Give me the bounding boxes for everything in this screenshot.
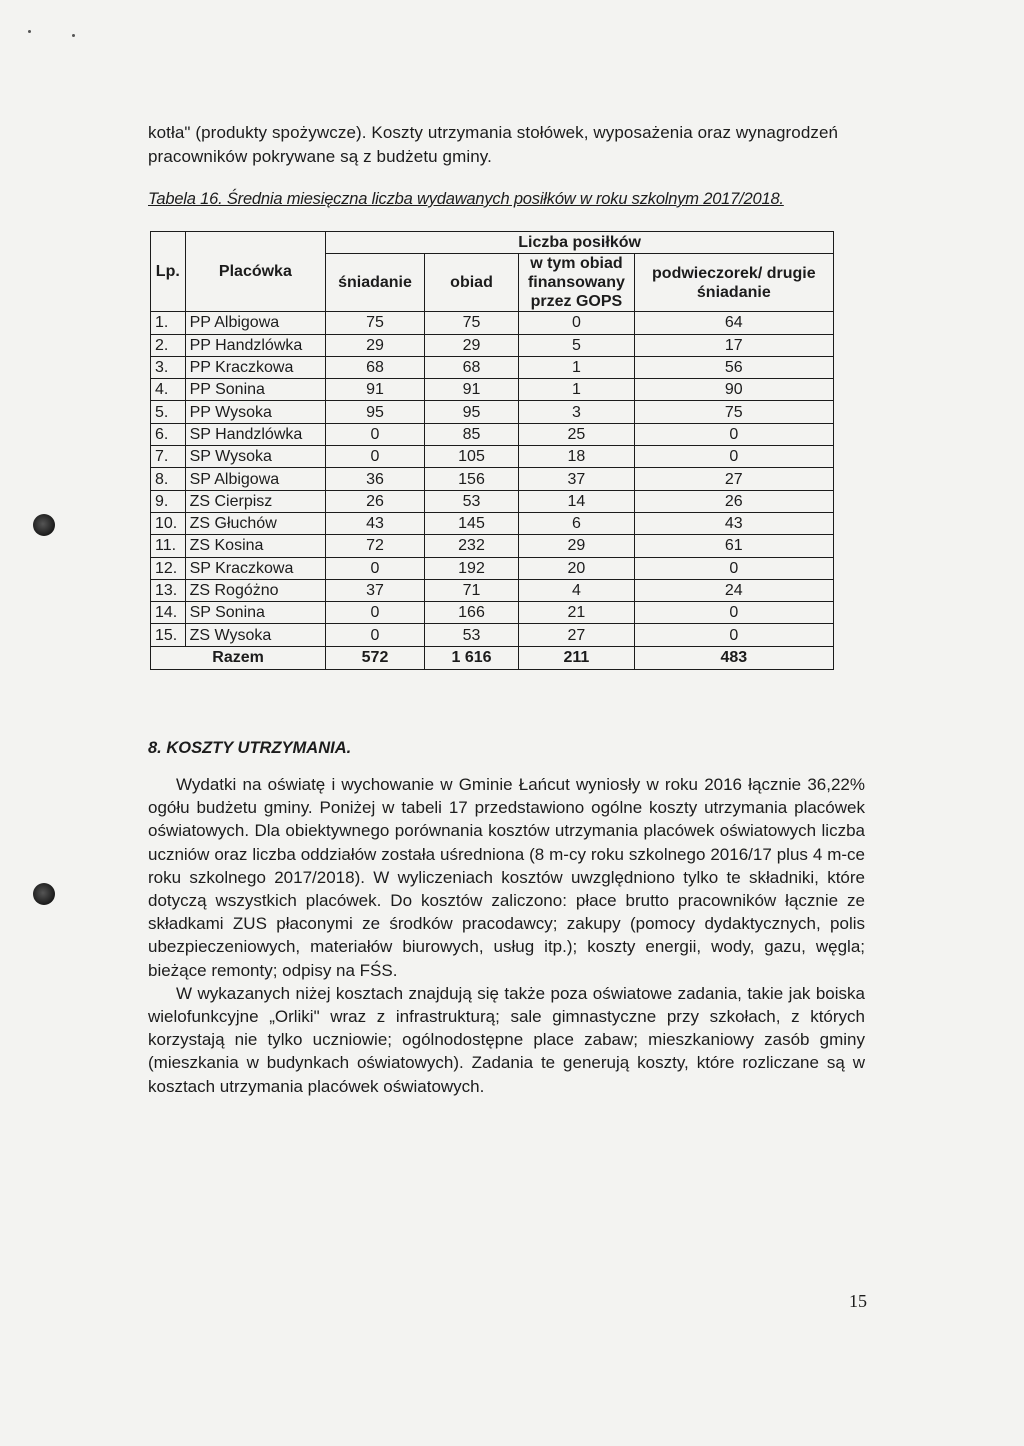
paragraph: W wykazanych niżej kosztach znajdują się także poza oświatowe zadania, takie jak boiska wielofunkcyjne „Orliki" wraz z infrastrukturą; sale gimnastyczne przy szkołach, z których korzystają nie tylko uczniowie; ogólnodostępne place zabaw; mieszkaniowy zasób gminy (mieszkania w budynkach oświatowych). Zadania te generują koszty, które rozliczane są w kosztach utrzymania placówek oświatowych. <box>148 983 865 1096</box>
row-obiad-gops: 0 <box>519 312 634 334</box>
row-obiad-gops: 6 <box>519 512 634 534</box>
row-obiad: 85 <box>424 423 518 445</box>
row-podwieczorek: 75 <box>634 401 833 423</box>
table-row <box>151 490 834 512</box>
total-obiad: 1 616 <box>424 646 518 669</box>
row-obiad: 145 <box>424 512 518 534</box>
row-placowka: ZS Głuchów <box>185 512 326 534</box>
row-lp: 9. <box>151 490 186 512</box>
row-lp: 8. <box>151 468 186 490</box>
row-obiad: 166 <box>424 602 518 624</box>
row-sniadanie: 26 <box>326 490 425 512</box>
row-sniadanie: 29 <box>326 334 425 356</box>
row-obiad: 53 <box>424 624 518 646</box>
row-lp: 15. <box>151 624 186 646</box>
row-placowka: ZS Wysoka <box>185 624 326 646</box>
row-obiad-gops: 1 <box>519 379 634 401</box>
row-sniadanie: 68 <box>326 356 425 378</box>
row-podwieczorek: 0 <box>634 557 833 579</box>
header-obiad-gops: w tym obiad finansowany przez GOPS <box>519 254 634 312</box>
row-placowka: ZS Cierpisz <box>185 490 326 512</box>
row-obiad-gops: 29 <box>519 535 634 557</box>
row-placowka: SP Wysoka <box>185 446 326 468</box>
row-obiad: 75 <box>424 312 518 334</box>
total-podwieczorek: 483 <box>634 646 833 669</box>
table-row <box>151 535 834 557</box>
row-sniadanie: 0 <box>326 446 425 468</box>
header-podwieczorek: podwieczorek/ drugie śniadanie <box>634 254 833 312</box>
row-podwieczorek: 17 <box>634 334 833 356</box>
row-podwieczorek: 43 <box>634 512 833 534</box>
row-obiad-gops: 20 <box>519 557 634 579</box>
table-row <box>151 557 834 579</box>
row-sniadanie: 95 <box>326 401 425 423</box>
row-obiad-gops: 3 <box>519 401 634 423</box>
table-row <box>151 356 834 378</box>
intro-paragraph: kotła" (produkty spożywcze). Koszty utrzymania stołówek, wyposażenia oraz wynagrodzeń pracowników pokrywane są z budżetu gminy. <box>148 123 839 166</box>
row-placowka: PP Handzlówka <box>185 334 326 356</box>
row-sniadanie: 0 <box>326 624 425 646</box>
row-obiad-gops: 1 <box>519 356 634 378</box>
row-obiad-gops: 25 <box>519 423 634 445</box>
row-podwieczorek: 27 <box>634 468 833 490</box>
total-label: Razem <box>151 646 326 669</box>
row-placowka: PP Wysoka <box>185 401 326 423</box>
row-podwieczorek: 56 <box>634 356 833 378</box>
paragraph: Wydatki na oświatę i wychowanie w Gminie Łańcut wyniosły w roku 2016 łącznie 36,22% ogółu budżetu gminy. Poniżej w tabeli 17 przedstawiono ogólne koszty utrzymania placówek oświatowych. Dla obiektywnego porównania kosztów utrzymania placówek oświatowych liczba uczniów oraz liczba oddziałów została uśredniona (8 m-cy roku szkolnego 2016/17 plus 4 m-ce roku szkolnego 2017/2018). W wyliczeniach kosztów uwzględniono tylko te składniki, które dotyczą wszystkich placówek. Do kosztów zaliczono: płace brutto pracowników łącznie ze składkami ZUS płaconymi ze środków pracodawcy; zakupy (pomocy dydaktycznych, polis ubezpieczeniowych, materiałów biurowych, usług itp.); koszty energii, wody, gazu, węgla; bieżące remonty; odpisy na FŚS. <box>148 775 865 980</box>
table-row <box>151 401 834 423</box>
row-lp: 5. <box>151 401 186 423</box>
row-sniadanie: 72 <box>326 535 425 557</box>
row-obiad: 68 <box>424 356 518 378</box>
table-row <box>151 602 834 624</box>
row-obiad-gops: 4 <box>519 579 634 601</box>
punch-hole-lower <box>33 883 55 905</box>
row-sniadanie: 0 <box>326 602 425 624</box>
row-obiad: 91 <box>424 379 518 401</box>
row-placowka: SP Kraczkowa <box>185 557 326 579</box>
row-sniadanie: 0 <box>326 423 425 445</box>
row-sniadanie: 75 <box>326 312 425 334</box>
row-placowka: SP Sonina <box>185 602 326 624</box>
table-row <box>151 312 834 334</box>
meals-table-body <box>151 312 834 646</box>
row-podwieczorek: 0 <box>634 446 833 468</box>
row-obiad-gops: 18 <box>519 446 634 468</box>
row-podwieczorek: 26 <box>634 490 833 512</box>
header-obiad: obiad <box>424 254 518 312</box>
table-row <box>151 446 834 468</box>
table-total-row <box>151 646 834 669</box>
row-lp: 4. <box>151 379 186 401</box>
row-sniadanie: 36 <box>326 468 425 490</box>
row-placowka: PP Albigowa <box>185 312 326 334</box>
row-placowka: PP Sonina <box>185 379 326 401</box>
scan-speck <box>28 30 31 33</box>
header-sniadanie: śniadanie <box>326 254 425 312</box>
row-placowka: PP Kraczkowa <box>185 356 326 378</box>
header-placowka: Placówka <box>185 232 326 312</box>
row-obiad: 53 <box>424 490 518 512</box>
row-placowka: SP Handzlówka <box>185 423 326 445</box>
table-row <box>151 334 834 356</box>
row-lp: 3. <box>151 356 186 378</box>
row-obiad-gops: 14 <box>519 490 634 512</box>
row-podwieczorek: 0 <box>634 423 833 445</box>
total-obiad-gops: 211 <box>519 646 634 669</box>
body-text <box>148 773 865 1098</box>
row-sniadanie: 91 <box>326 379 425 401</box>
row-lp: 2. <box>151 334 186 356</box>
row-sniadanie: 43 <box>326 512 425 534</box>
total-sniadanie: 572 <box>326 646 425 669</box>
punch-hole-upper <box>33 514 55 536</box>
table-row <box>151 512 834 534</box>
scan-speck <box>72 34 75 37</box>
table-row <box>151 423 834 445</box>
row-podwieczorek: 90 <box>634 379 833 401</box>
row-podwieczorek: 0 <box>634 624 833 646</box>
row-obiad: 156 <box>424 468 518 490</box>
table-row <box>151 624 834 646</box>
row-sniadanie: 37 <box>326 579 425 601</box>
row-obiad-gops: 27 <box>519 624 634 646</box>
row-obiad: 95 <box>424 401 518 423</box>
header-lp: Lp. <box>151 232 186 312</box>
table-caption: Tabela 16. Średnia miesięczna liczba wydawanych posiłków w roku szkolnym 2017/2018. <box>148 190 784 208</box>
row-lp: 10. <box>151 512 186 534</box>
row-lp: 6. <box>151 423 186 445</box>
row-lp: 11. <box>151 535 186 557</box>
row-obiad: 232 <box>424 535 518 557</box>
header-liczba-posilkow: Liczba posiłków <box>326 232 834 254</box>
row-lp: 7. <box>151 446 186 468</box>
row-placowka: ZS Kosina <box>185 535 326 557</box>
row-obiad-gops: 5 <box>519 334 634 356</box>
row-lp: 1. <box>151 312 186 334</box>
row-placowka: ZS Rogóżno <box>185 579 326 601</box>
row-lp: 14. <box>151 602 186 624</box>
row-obiad: 71 <box>424 579 518 601</box>
row-placowka: SP Albigowa <box>185 468 326 490</box>
table-row <box>151 468 834 490</box>
row-podwieczorek: 64 <box>634 312 833 334</box>
row-obiad-gops: 21 <box>519 602 634 624</box>
row-obiad-gops: 37 <box>519 468 634 490</box>
table-row <box>151 579 834 601</box>
row-lp: 12. <box>151 557 186 579</box>
row-podwieczorek: 61 <box>634 535 833 557</box>
row-sniadanie: 0 <box>326 557 425 579</box>
row-podwieczorek: 24 <box>634 579 833 601</box>
meals-table <box>150 231 834 670</box>
row-lp: 13. <box>151 579 186 601</box>
table-row <box>151 379 834 401</box>
section-heading: 8. KOSZTY UTRZYMANIA. <box>148 739 352 757</box>
row-obiad: 29 <box>424 334 518 356</box>
row-obiad: 105 <box>424 446 518 468</box>
page-number: 15 <box>849 1291 867 1311</box>
row-obiad: 192 <box>424 557 518 579</box>
row-podwieczorek: 0 <box>634 602 833 624</box>
